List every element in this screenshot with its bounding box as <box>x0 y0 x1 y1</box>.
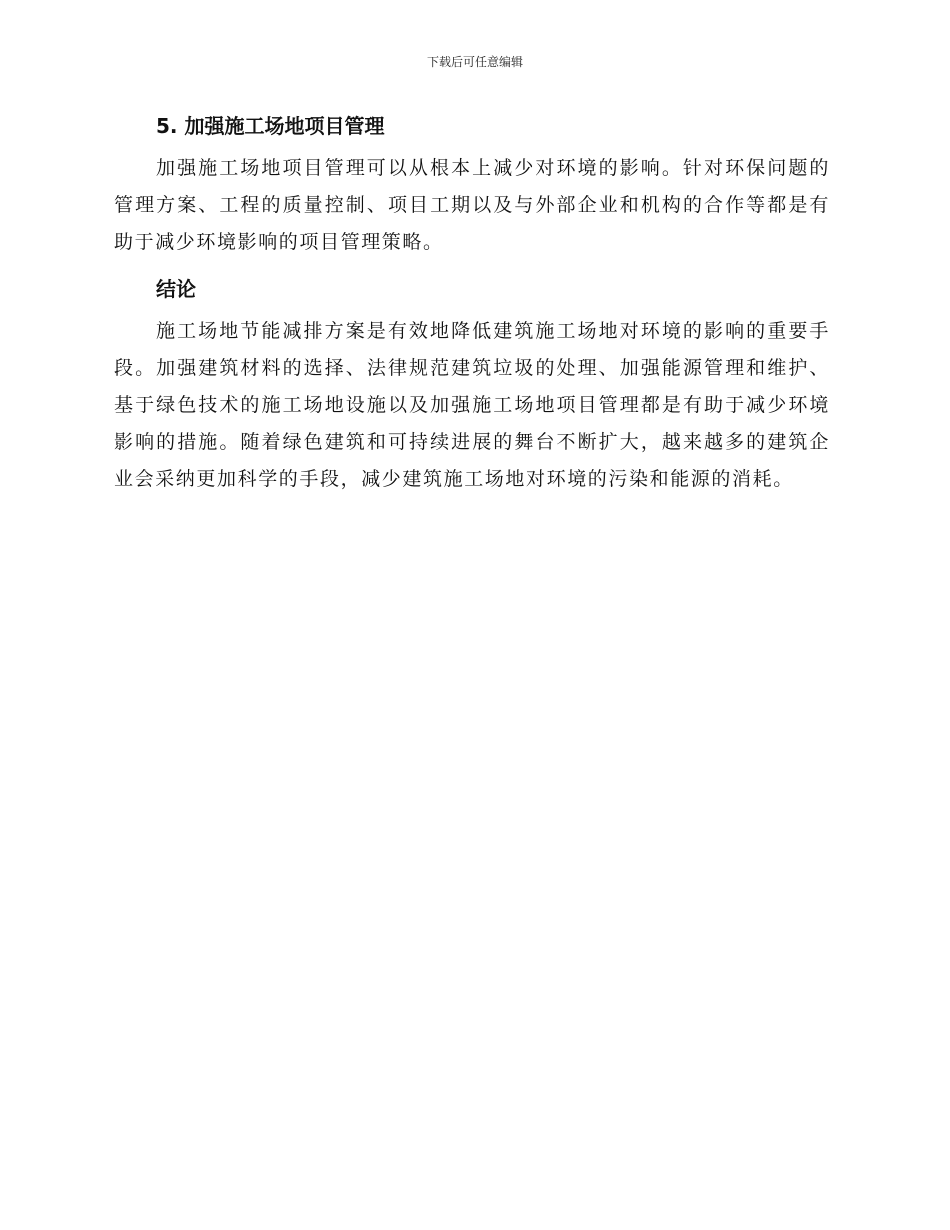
section-paragraph-conclusion: 施工场地节能减排方案是有效地降低建筑施工场地对环境的影响的重要手段。加强建筑材料的选择、法律规范建筑垃圾的处理、加强能源管理和维护、基于绿色技术的施工场地设施以及加强施工场地项目管理都是有助于减少环境影响的措施。随着绿色建筑和可持续进展的舞台不断扩大，越来越多的建筑企业会采纳更加科学的手段，减少建筑施工场地对环境的污染和能源的消耗。 <box>114 320 830 490</box>
document-body <box>114 110 830 498</box>
section-heading-conclusion: 结论 <box>156 277 196 301</box>
section-paragraph-project-management: 加强施工场地项目管理可以从根本上减少对环境的影响。针对环保问题的管理方案、工程的质量控制、项目工期以及与外部企业和机构的合作等都是有助于减少环境影响的项目管理策略。 <box>114 157 830 253</box>
section-heading-project-management: 5. 加强施工场地项目管理 <box>156 114 385 138</box>
page-header: 下载后可任意编辑 <box>426 55 523 69</box>
